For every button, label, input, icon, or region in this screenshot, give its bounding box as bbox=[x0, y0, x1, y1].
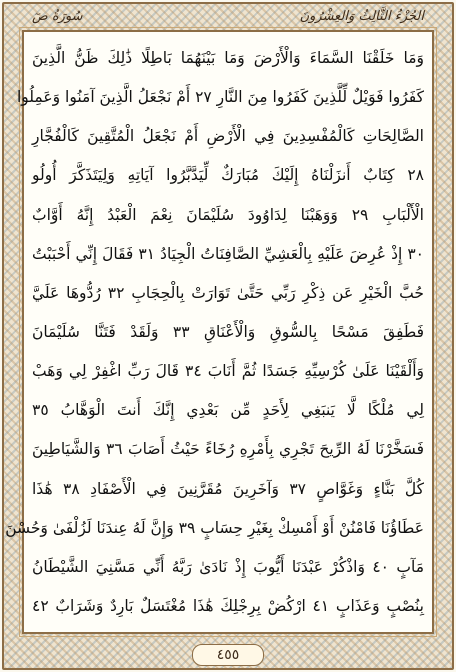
text-line: ٢٨ كِتَابٌ أَنزَلْنَاهُ إِلَيْكَ مُبَارَكٌ لِّيَدَّبَّرُوا آيَاتِهِ وَلِيَتَذَكَّرَ أُولُو bbox=[32, 166, 424, 185]
text-line: حُبَّ الْخَيْرِ عَن ذِكْرِ رَبِّي حَتَّىٰ تَوَارَتْ بِالْحِجَابِ ٣٢ رُدُّوهَا عَلَيَّ bbox=[32, 283, 424, 302]
text-line: فَسَخَّرْنَا لَهُ الرِّيحَ تَجْرِي بِأَمْرِهِ رُخَاءً حَيْثُ أَصَابَ ٣٦ وَالشَّيَاطِينَ bbox=[32, 440, 424, 459]
page-number: ٤٥٥ bbox=[192, 644, 264, 666]
text-line: الْأَلْبَابِ ٢٩ وَوَهَبْنَا لِدَاوُودَ سُلَيْمَانَ نِعْمَ الْعَبْدُ إِنَّهُ أَوَّابٌ bbox=[32, 205, 424, 224]
text-lines bbox=[5, 40, 425, 624]
text-line: لِي مُلْكًا لَّا يَنبَغِي لِأَحَدٍ مِّن بَعْدِي إِنَّكَ أَنتَ الْوَهَّابُ ٣٥ bbox=[32, 401, 424, 420]
text-line: مَآبٍ ٤٠ وَاذْكُرْ عَبْدَنَا أَيُّوبَ إِذْ نَادَىٰ رَبَّهُ أَنِّي مَسَّنِيَ الشَّيْطَانُ bbox=[32, 557, 425, 576]
text-line: بِنُصْبٍ وَعَذَابٍ ٤١ ارْكُضْ بِرِجْلِكَ هَٰذَا مُغْتَسَلٌ بَارِدٌ وَشَرَابٌ ٤٢ bbox=[32, 596, 424, 615]
juz-title: الجُزْءُ الثَّالِثُ وَالعِشْرُونَ bbox=[299, 8, 424, 24]
text-line: وَمَا خَلَقْنَا السَّمَاءَ وَالْأَرْضَ وَمَا بَيْنَهُمَا بَاطِلًا ذَٰلِكَ ظَنُّ الَّذِينَ bbox=[32, 49, 424, 67]
text-line: كُلَّ بَنَّاءٍ وَغَوَّاصٍ ٣٧ وَآخَرِينَ مُقَرَّنِينَ فِي الْأَصْفَادِ ٣٨ هَٰذَا bbox=[32, 479, 425, 498]
surah-title: سُورَةُ صٓ bbox=[32, 8, 83, 24]
text-line: عَطَاؤُنَا فَامْنُنْ أَوْ أَمْسِكْ بِغَيْرِ حِسَابٍ ٣٩ وَإِنَّ لَهُ عِندَنَا لَزُلْفَىٰ وَحُسْنَ bbox=[5, 518, 424, 537]
text-panel bbox=[5, 30, 434, 634]
text-line: الصَّالِحَاتِ كَالْمُفْسِدِينَ فِي الْأَرْضِ أَمْ نَجْعَلُ الْمُتَّقِينَ كَالْفُجَّارِ bbox=[32, 127, 424, 146]
text-line: ٣٠ إِذْ عُرِضَ عَلَيْهِ بِالْعَشِيِّ الصَّافِنَاتُ الْجِيَادُ ٣١ فَقَالَ إِنِّي أَحْبَبْتُ bbox=[32, 244, 424, 263]
text-line: كَفَرُوا فَوَيْلٌ لِّلَّذِينَ كَفَرُوا مِنَ النَّارِ ٢٧ أَمْ نَجْعَلُ الَّذِينَ آمَنُوا وَعَمِلُوا bbox=[16, 88, 424, 107]
text-line: وَأَلْقَيْنَا عَلَىٰ كُرْسِيِّهِ جَسَدًا ثُمَّ أَنَابَ ٣٤ قَالَ رَبِّ اغْفِرْ لِي وَهَبْ bbox=[32, 362, 424, 381]
page-header bbox=[22, 4, 434, 28]
text-line: فَطَفِقَ مَسْحًا بِالسُّوقِ وَالْأَعْنَاقِ ٣٣ وَلَقَدْ فَتَنَّا سُلَيْمَانَ bbox=[32, 322, 424, 341]
